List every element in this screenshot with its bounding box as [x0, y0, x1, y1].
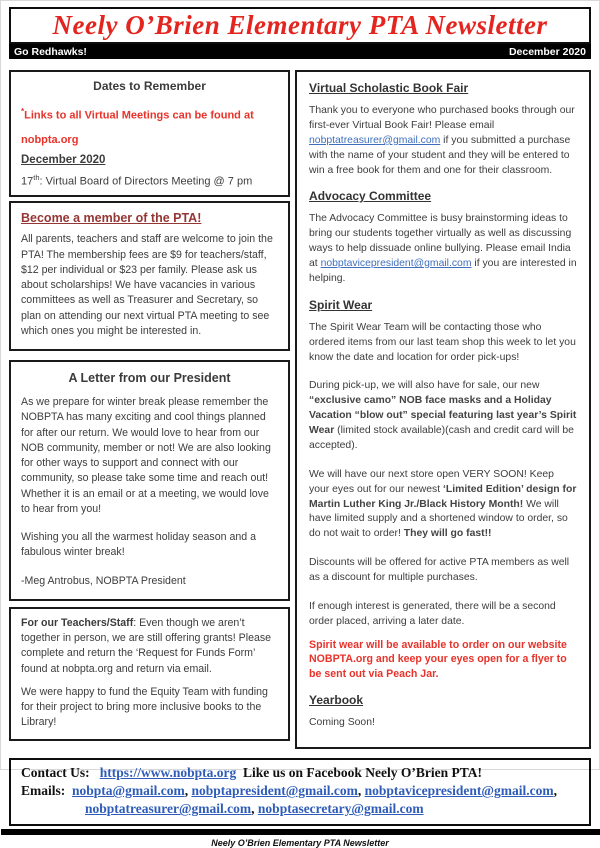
spirit-wear-heading: Spirit Wear — [309, 297, 373, 312]
emails-line-2: nobptatreasurer@gmail.com, nobptasecretary@gmail.com — [85, 801, 424, 817]
yearbook-paragraph: Coming Soon! — [309, 717, 375, 729]
book-fair-paragraph: Thank you to everyone who purchased books through our first-ever Virtual Book Fair! Please email nobptatreasurer@gmail.com if you submitted a purchase with the name of your student and they will be entered to win a free book for them and one for their classroom. — [309, 105, 575, 176]
vicepresident-email-link[interactable]: nobptavicepresident@gmail.com — [320, 258, 472, 269]
teachers-grants-paragraph: For our Teachers/Staff: Even though we aren’t together in person, we are still offering grants! Please complete and return the ‘Request for Funds Form’ found at nobpta.org and return via email. — [21, 616, 272, 675]
contact-line — [21, 764, 579, 782]
advocacy-heading: Advocacy Committee — [309, 189, 432, 204]
website-link[interactable]: https://www.nobpta.org — [99, 764, 237, 780]
second-order-paragraph: If enough interest is generated, there will be a second order placed, arriving a later date. — [309, 600, 556, 627]
footer-title: Neely O’Brien Elementary PTA Newsletter — [211, 837, 389, 848]
emails-label: Emails: — [21, 783, 66, 799]
left-column — [9, 70, 290, 741]
yearbook-heading: Yearbook — [309, 693, 364, 708]
tagline: Go Redhawks! — [14, 45, 87, 58]
spirit-website-notice: Spirit wear will be available to order on our website NOBPTA.org and keep your eyes open for a flyer to be sent out via Peach Jar. — [309, 638, 567, 681]
virtual-meetings-note: *Links to all Virtual Meetings can be found at nobpta.org — [21, 107, 254, 146]
facebook-note: Like us on Facebook Neely O’Brien PTA! — [243, 764, 483, 780]
contact-us-label: Contact Us: — [21, 764, 90, 780]
newsletter-masthead — [9, 7, 591, 44]
spirit-store-paragraph: We will have our next store open VERY SOON! Keep your eyes out for our newest ‘Limited Edition’ design for Martin Luther King Jr./Black History Month! We will have limited supply and a shortened window to order, so do not wait to order! They will go fast!! — [309, 468, 577, 540]
issue-date: December 2020 — [508, 45, 586, 58]
email-link-president[interactable]: nobptapresident@gmail.com — [191, 783, 358, 799]
bottom-divider — [1, 829, 600, 835]
dates-to-remember-box — [9, 70, 290, 197]
president-letter-box — [9, 360, 290, 601]
email-link-treasurer[interactable]: nobptatreasurer@gmail.com — [85, 801, 252, 817]
email-link-vicepresident[interactable]: nobptavicepresident@gmail.com — [364, 783, 554, 799]
board-meeting-event: 17th: Virtual Board of Directors Meeting @ 7 pm — [21, 172, 253, 188]
right-articles-box — [295, 70, 591, 749]
book-fair-heading: Virtual Scholastic Book Fair — [309, 81, 469, 95]
newsletter-page — [1, 1, 599, 848]
dates-month: December 2020 — [21, 153, 106, 166]
membership-heading: Become a member of the PTA! — [21, 211, 202, 226]
header-bar — [9, 44, 591, 59]
president-signature: -Meg Antrobus, NOBPTA President — [21, 574, 186, 587]
membership-box — [9, 201, 290, 351]
right-column — [295, 70, 591, 749]
treasurer-email-link[interactable]: nobptatreasurer@gmail.com — [309, 134, 441, 146]
president-letter-closing: Wishing you all the warmest holiday season and a fabulous winter break! — [21, 531, 256, 559]
teachers-staff-box — [9, 607, 290, 741]
spirit-sale-paragraph: During pick-up, we will also have for sale, our new “exclusive camo” NOB face masks and a Holiday Vacation “blow out” special featuring last year’s Spirit Wear (limited stock available)(cash and credit card will be accepted). — [309, 380, 577, 451]
president-letter-title: A Letter from our President — [68, 371, 231, 386]
equity-team-paragraph: We were happy to fund the Equity Team with funding for their project to bring more inclusive books to the Library! — [21, 685, 268, 729]
email-link-secretary[interactable]: nobptasecretary@gmail.com — [257, 801, 424, 817]
membership-body: All parents, teachers and staff are welcome to join the PTA! The membership fees are $9 for teachers/staff, $12 per individual or $23 per family. Please ask us about scholarships! We have vacancies in various committees as well as Treasurer and Secretary, so plan on attending our next virtual PTA meeting to see which ones you might be interested in. — [21, 233, 273, 337]
teachers-staff-label: For our Teachers/Staff — [21, 616, 134, 629]
content-columns — [9, 70, 591, 749]
spirit-pickup-paragraph: The Spirit Wear Team will be contacting those who ordered items from our last team shop this week to let you know the date and location for order pick-ups! — [309, 321, 576, 363]
newsletter-title: Neely O’Brien Elementary PTA Newsletter — [52, 10, 548, 40]
contact-box — [9, 758, 591, 826]
president-letter-paragraph: As we prepare for winter break please remember the NOBPTA has many exciting and cool things planned for after our return. We would love to hear from our NOB community, member or not! We are also looking for other ways to support and connect with our community, so please take some time and reach out! Whether it is an email or at a meeting, we would love to hear from you! — [21, 396, 271, 515]
email-link-nobpta[interactable]: nobpta@gmail.com — [72, 783, 185, 799]
advocacy-paragraph: The Advocacy Committee is busy brainstorming ideas to bring our students together virtually as well as discussing ways to help dissuade online bullying. Please email India at nobptavicepresident@gmail.com if you are interested in helping. — [309, 213, 577, 284]
emails-line-1: Emails: nobpta@gmail.com, nobptapresident@gmail.com, nobptavicepresident@gmail.com, — [21, 783, 557, 799]
dates-title: Dates to Remember — [93, 79, 206, 93]
discounts-paragraph: Discounts will be offered for active PTA members as well as a discount for multiple purchases. — [309, 557, 570, 583]
asterisk-note-marker: * — [21, 107, 25, 116]
